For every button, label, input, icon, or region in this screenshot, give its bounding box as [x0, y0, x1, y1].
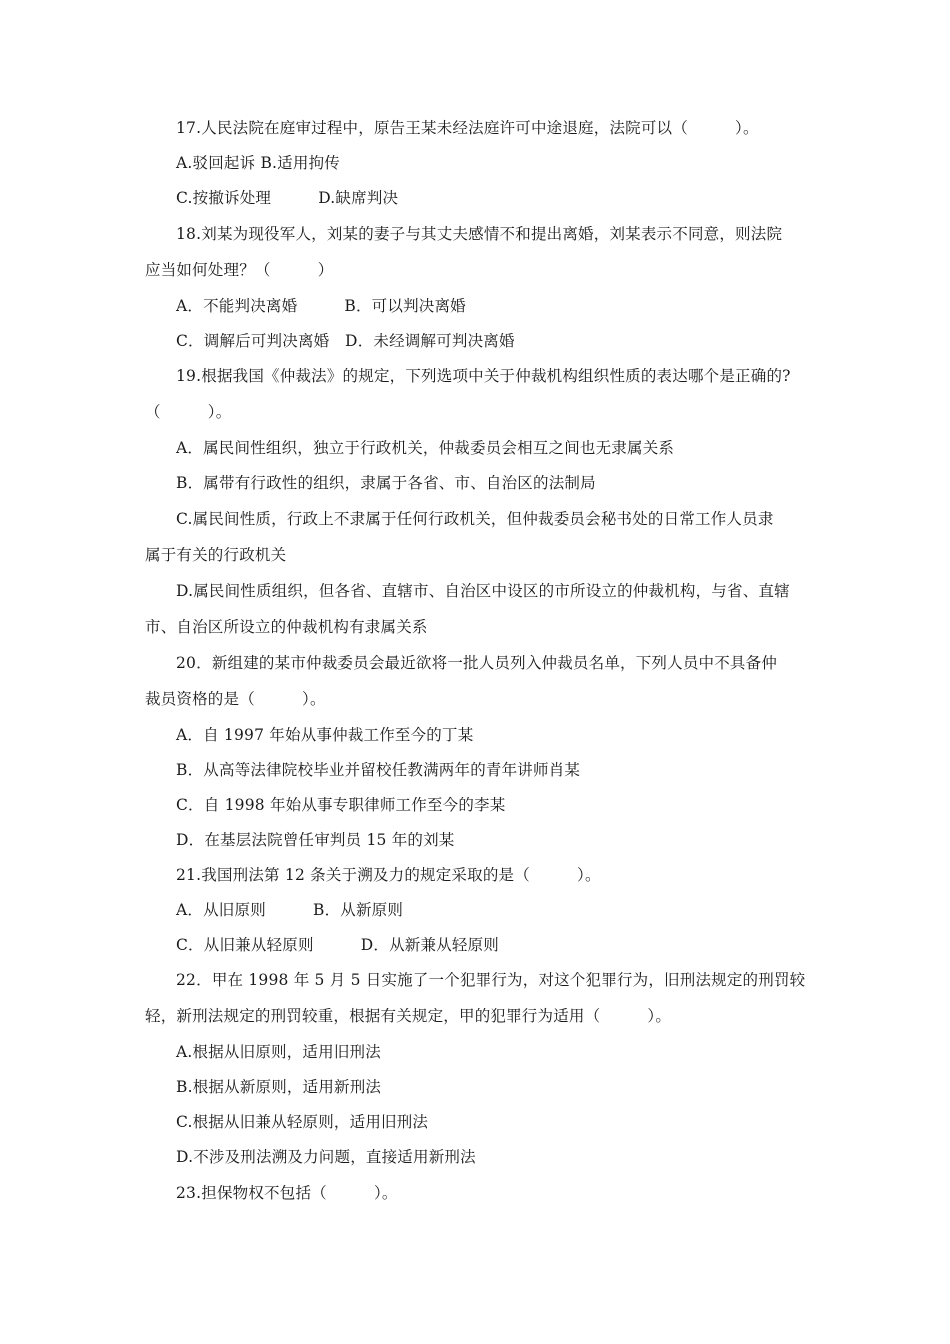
q20-stem-line2: 裁员资格的是（ ）。	[145, 690, 326, 708]
q19-option-d-line2: 市、自治区所设立的仲裁机构有隶属关系	[145, 618, 428, 636]
q23-stem: 23.担保物权不包括（ ）。	[176, 1184, 398, 1202]
q18-options-ab: A．不能判决离婚 B．可以判决离婚	[176, 297, 466, 315]
q17-options-ab: A.驳回起诉 B.适用拘传	[176, 154, 340, 172]
q20-option-c: C．自 1998 年始从事专职律师工作至今的李某	[176, 796, 506, 814]
q21-stem: 21.我国刑法第 12 条关于溯及力的规定采取的是（ ）。	[176, 866, 601, 884]
q22-option-d: D.不涉及刑法溯及力问题，直接适用新刑法	[176, 1148, 476, 1166]
q19-stem-line1: 19.根据我国《仲裁法》的规定，下列选项中关于仲裁机构组织性质的表达哪个是正确的?	[176, 367, 791, 385]
q20-option-b: B．从高等法律院校毕业并留校任教满两年的青年讲师肖某	[176, 761, 581, 779]
q21-options-cd: C．从旧兼从轻原则 D．从新兼从轻原则	[176, 936, 499, 954]
q22-stem-line2: 轻，新刑法规定的刑罚较重，根据有关规定，甲的犯罪行为适用（ ）。	[145, 1007, 672, 1025]
q22-option-a: A.根据从旧原则，适用旧刑法	[176, 1043, 381, 1061]
q19-option-d-line1: D.属民间性质组织，但各省、直辖市、自治区中设区的市所设立的仲裁机构，与省、直辖	[176, 582, 790, 600]
q20-stem-line1: 20．新组建的某市仲裁委员会最近欲将一批人员列入仲裁员名单，下列人员中不具备仲	[176, 654, 778, 672]
q17-stem: 17.人民法院在庭审过程中，原告王某未经法庭许可中途退庭，法院可以（ ）。	[176, 119, 759, 137]
q19-stem-line2: （ ）。	[145, 403, 232, 421]
q19-option-b: B．属带有行政性的组织，隶属于各省、市、自治区的法制局	[176, 474, 596, 492]
q19-option-a: A．属民间性组织，独立于行政机关，仲裁委员会相互之间也无隶属关系	[176, 439, 675, 457]
q22-option-c: C.根据从旧兼从轻原则，适用旧刑法	[176, 1113, 429, 1131]
q19-option-c-line2: 属于有关的行政机关	[145, 546, 287, 564]
q18-options-cd: C．调解后可判决离婚 D．未经调解可判决离婚	[176, 332, 515, 350]
q21-options-ab: A．从旧原则 B．从新原则	[176, 901, 404, 919]
q19-option-c-line1: C.属民间性质，行政上不隶属于任何行政机关，但仲裁委员会秘书处的日常工作人员隶	[176, 510, 774, 528]
q20-option-a: A．自 1997 年始从事仲裁工作至今的丁某	[176, 726, 474, 744]
q18-stem-line2: 应当如何处理？（ ）	[145, 261, 334, 279]
q18-stem-line1: 18.刘某为现役军人，刘某的妻子与其丈夫感情不和提出离婚，刘某表示不同意，则法院	[176, 225, 783, 243]
q22-option-b: B.根据从新原则，适用新刑法	[176, 1078, 382, 1096]
q20-option-d: D．在基层法院曾任审判员 15 年的刘某	[176, 831, 455, 849]
q22-stem-line1: 22．甲在 1998 年 5 月 5 日实施了一个犯罪行为，对这个犯罪行为，旧刑法规定的刑罚较	[176, 971, 806, 989]
q17-options-cd: C.按撤诉处理 D.缺席判决	[176, 189, 399, 207]
